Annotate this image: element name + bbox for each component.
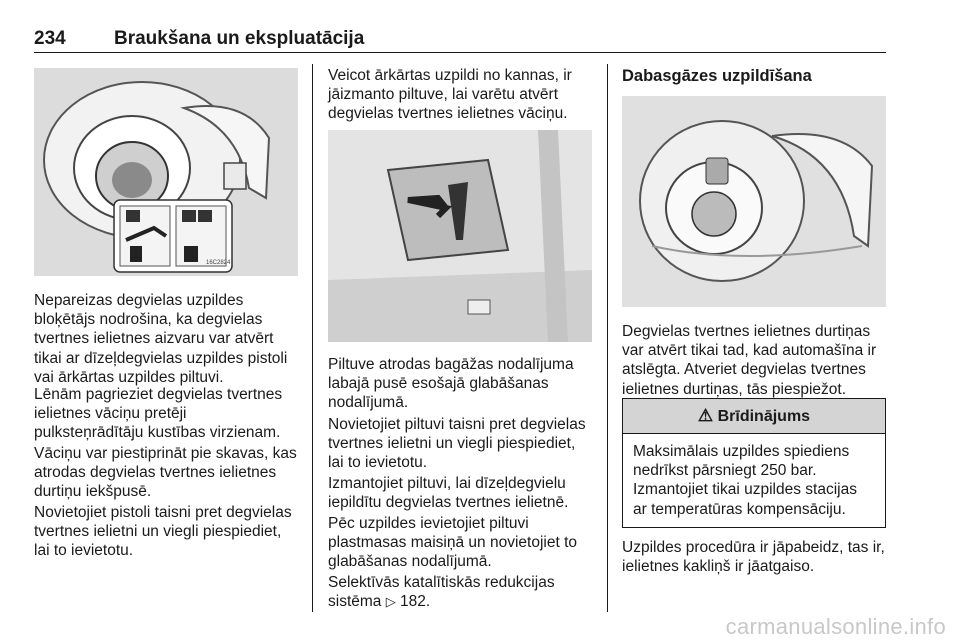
refuel-complete-text: Uzpildes procedūra ir jāpabeidz, tas ir, ielietnes kakliņš ir jāatgaiso. bbox=[622, 539, 885, 576]
column-divider-right bbox=[607, 64, 608, 612]
cng-door-text: Degvielas tvertnes ielietnes durtiņas var atvērt tikai tad, kad automašīna ir atslēgta. Atveriet degvielas tvertnes ielietnes durtiņas, tās piespiežot. bbox=[622, 323, 877, 398]
warning-line-pressure: Maksimālais uzpildes spiediens nedrīkst pārsniegt 250 bar. bbox=[633, 443, 850, 480]
page-reference-link[interactable]: 182. bbox=[400, 593, 431, 611]
funnel-insert-text: Novietojiet piltuvi taisni pret degvielas tvertnes ielietni un viegli piespiediet, lai to ievietotu. bbox=[328, 416, 586, 472]
warning-triangle-icon: ⚠ bbox=[697, 406, 714, 425]
warning-line-stations: Izmantojiet tikai uzpildes stacijas ar temperatūras kompensāciju. bbox=[633, 481, 857, 518]
fuel-filler-illustration bbox=[34, 68, 298, 276]
warning-title: Brīdinājums bbox=[717, 408, 811, 425]
column-divider-left bbox=[312, 64, 313, 612]
page-header bbox=[34, 22, 886, 53]
funnel-location-text: Piltuve atrodas bagāžas nodalījuma labajā pusē esošajā glabāšanas nodalījumā. bbox=[328, 356, 574, 412]
funnel-store-text: Pēc uzpildes ievietojiet piltuvi plastmasas maisiņā un novietojiet to glabāšanas nodalījumā. bbox=[328, 515, 577, 571]
clip-text: Vāciņu var piestiprināt pie skavas, kas atrodas degvielas tvertnes ielietnes durtiņu iekšpusē. bbox=[34, 445, 297, 501]
image-code: 16C2824 bbox=[206, 260, 231, 266]
misfuel-text: Nepareizas degvielas uzpildes bloķētājs nodrošina, ka degvielas tvertnes ielietnes aizvaru var atvērt tikai ar dīzeļdegvielas uzpildes pistoli vai ārkārtas uzpildes piltuvi. bbox=[34, 292, 288, 386]
warning-body bbox=[623, 434, 885, 519]
scr-reference-text: Selektīvās katalītiskās redukcijas sistēma ▷ 182. bbox=[328, 574, 555, 611]
nozzle-text: Novietojiet pistoli taisni pret degvielas tvertnes ielietni un viegli piespiediet, lai to ievietotu. bbox=[34, 504, 292, 560]
funnel-intro: Veicot ārkārtas uzpildi no kannas, ir jāizmanto piltuve, lai varētu atvērt degvielas tvertnes ielietnes vāciņu. bbox=[328, 67, 572, 123]
warning-header bbox=[623, 399, 885, 434]
funnel-fill-text: Izmantojiet piltuvi, lai dīzeļdegvielu iepildītu degvielas tvertnes ielietnē. bbox=[328, 475, 569, 512]
watermark: carmanualsonline.info bbox=[725, 614, 946, 639]
page-number: 234 bbox=[34, 28, 66, 49]
cap-text: Lēnām pagrieziet degvielas tvertnes ielietnes vāciņu pretēji pulksteņrādītāju kustības virzienam. bbox=[34, 386, 283, 442]
chapter-title: Braukšana un ekspluatācija bbox=[114, 28, 365, 49]
warning-box bbox=[622, 398, 886, 528]
section-heading: Dabasgāzes uzpildīšana bbox=[622, 67, 812, 85]
trunk-funnel-illustration bbox=[328, 130, 592, 342]
arrow-ref-icon: ▷ bbox=[385, 594, 396, 610]
cng-filler-illustration bbox=[622, 96, 886, 307]
